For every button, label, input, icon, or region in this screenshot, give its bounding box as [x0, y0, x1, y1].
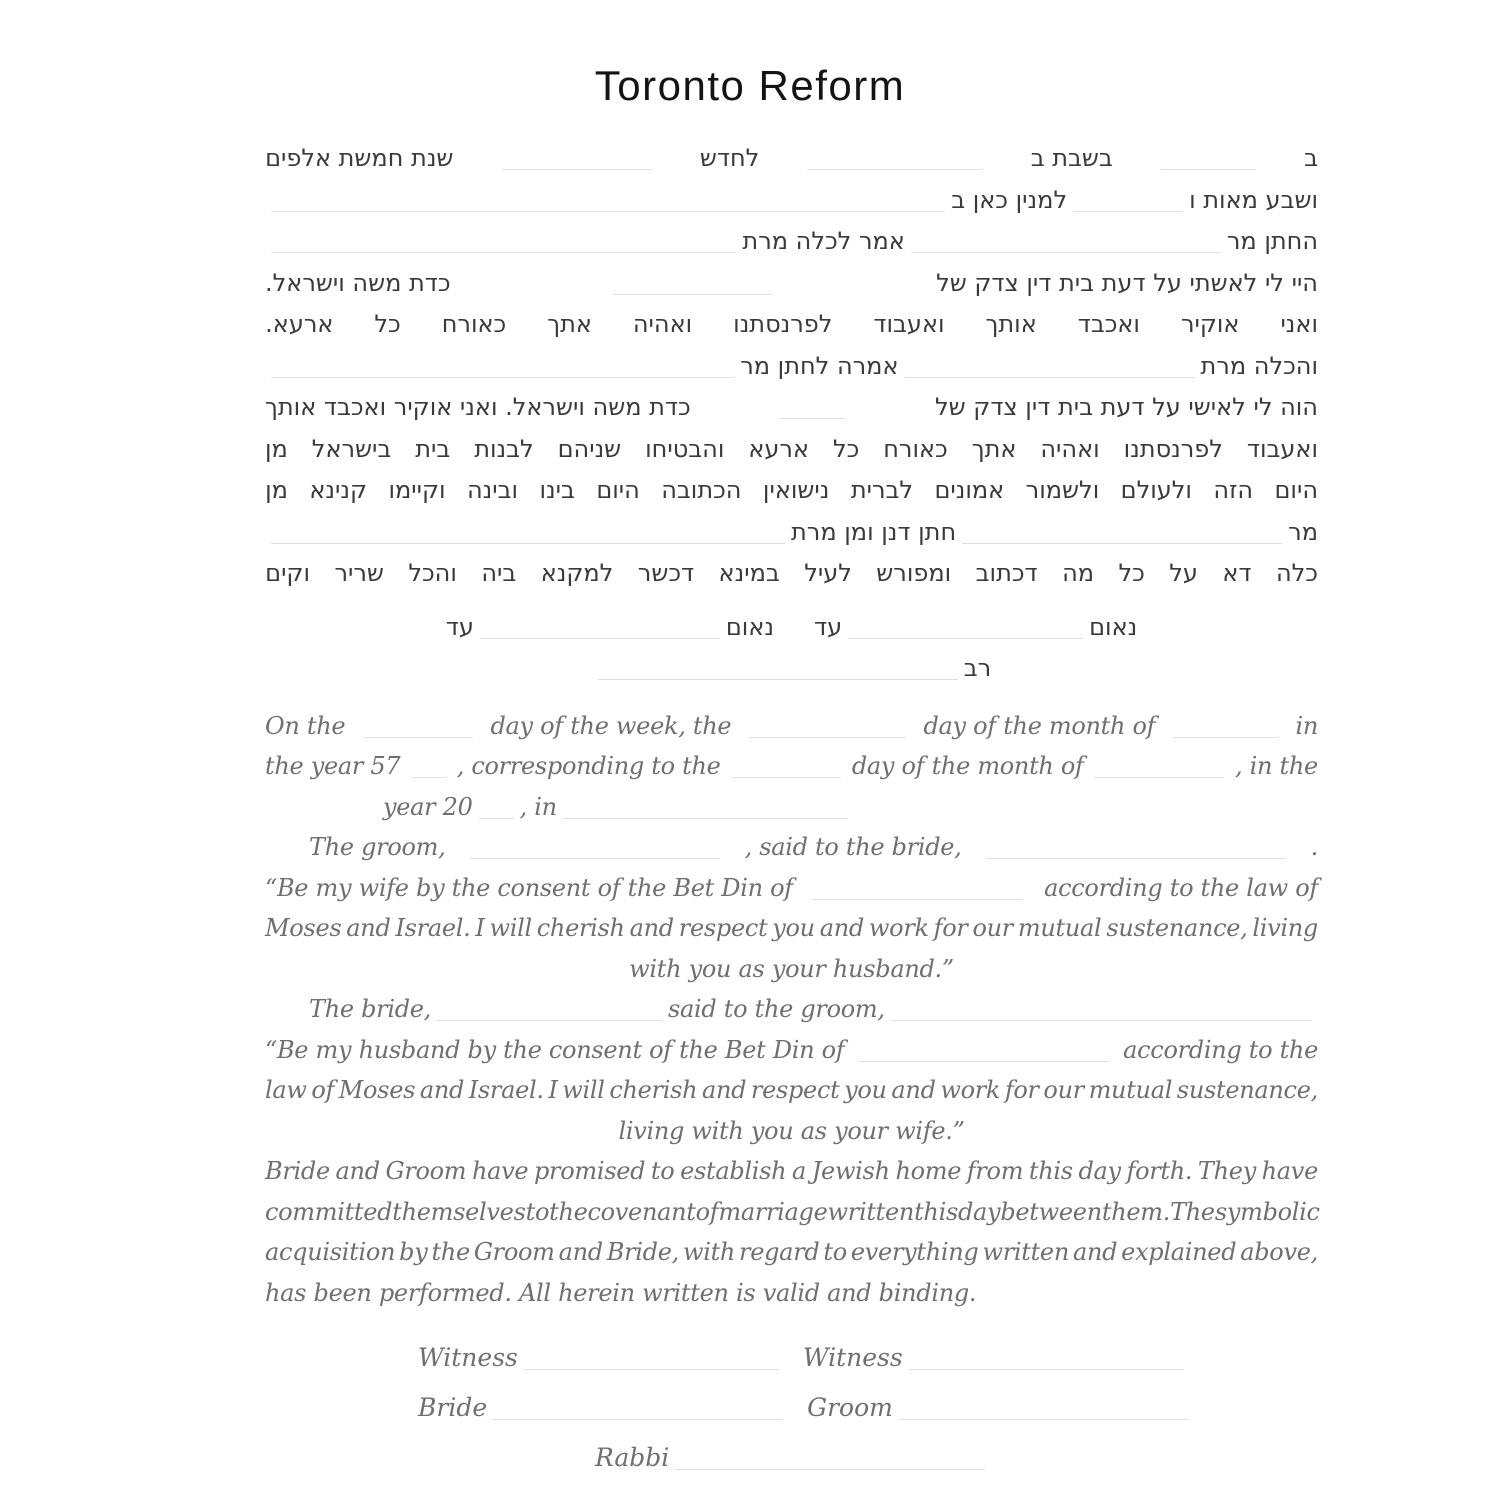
text-run: sustenance, [1106, 914, 1248, 942]
fill-in-blank [598, 679, 958, 680]
text-run: have [471, 1157, 529, 1185]
text-run: acquisition [265, 1238, 396, 1266]
text-run: to [823, 1238, 847, 1266]
text-run: Bride, [606, 1238, 679, 1266]
text-run: Groom [473, 1238, 555, 1266]
text-run: day of the month of [923, 711, 1156, 740]
text-run: and [1072, 1238, 1118, 1266]
text-run: by [399, 1238, 428, 1266]
text-run: cherish [609, 1076, 698, 1104]
text-run: Groom [385, 1157, 467, 1185]
fill-in-blank [524, 1369, 779, 1370]
text-run: והכלה מרת [1200, 351, 1318, 380]
fill-in-blank [613, 294, 773, 295]
text-run: day of the week, the [490, 711, 732, 740]
text-run: and [629, 914, 674, 942]
fill-in-blank [1094, 777, 1224, 778]
text-run: ואהיה [632, 310, 693, 338]
text-run: , said to the bride, [744, 833, 962, 861]
text-run: and [558, 1238, 603, 1266]
sig-witness-row [265, 1343, 1318, 1393]
text-run: promised [533, 1157, 646, 1185]
text-run: ב [1304, 144, 1318, 172]
eng-bride-line [265, 995, 1318, 1036]
text-run: sustenance, [1176, 1076, 1318, 1104]
text-run: מר [1288, 517, 1318, 546]
heb-groom-line [265, 227, 1318, 269]
text-run: and [701, 1076, 747, 1104]
fill-in-blank [905, 377, 1195, 378]
fill-in-blank [986, 858, 1286, 859]
fill-in-blank [1073, 211, 1183, 212]
document-title: Toronto Reform [594, 62, 906, 109]
text-run: למקנא [540, 559, 614, 587]
text-run: ומפורש [876, 559, 952, 587]
text-run: the [431, 1238, 470, 1266]
fill-in-blank [1161, 169, 1256, 170]
heb-covenant-line [265, 476, 1318, 518]
text-run: נאום [1089, 612, 1138, 641]
fill-in-blank [909, 1369, 1184, 1370]
text-run: כדת משה וישראל. [265, 268, 451, 297]
text-run: this [1028, 1157, 1073, 1185]
text-run: ולשמור [1025, 476, 1100, 504]
heb-bride-vow-1 [265, 393, 1318, 435]
text-run: written [982, 1238, 1069, 1266]
text-run: symbolic [1214, 1197, 1320, 1226]
text-run: ולעולם [1120, 476, 1192, 504]
text-run: רב [963, 654, 992, 682]
text-run: עד [445, 612, 474, 641]
text-run: , in the [1234, 752, 1318, 780]
text-run: our [972, 914, 1013, 942]
text-run: אוקיר [1180, 310, 1240, 338]
text-run: Moses [338, 1076, 416, 1104]
fill-in-blank [749, 737, 906, 738]
text-run: will [562, 1076, 605, 1104]
text-run: בינו [539, 476, 575, 504]
text-run: אמר לכלה מרת [742, 227, 905, 255]
text-run: between [1000, 1197, 1102, 1226]
text-run: marriage [718, 1197, 828, 1226]
heb-date-line-1 [265, 144, 1318, 186]
text-run: מן [265, 476, 288, 504]
text-run: לברית [850, 476, 914, 504]
text-run: day of the month of [851, 752, 1084, 780]
text-run: I [548, 1076, 558, 1104]
text-run: אתך [547, 310, 592, 338]
text-run: forth. [1126, 1157, 1193, 1185]
text-run: במינא [718, 559, 780, 587]
fill-in-blank [411, 777, 446, 778]
text-run: living [1252, 914, 1318, 942]
eng-groom-vow-2 [265, 914, 1318, 955]
spacer [785, 1365, 803, 1366]
text-run: לבנות [474, 434, 534, 463]
text-run: בית [415, 434, 451, 463]
text-run: and [335, 1157, 380, 1185]
text-run: year 20 [383, 792, 473, 821]
text-run: ביה [481, 559, 517, 587]
text-run: כאורח [883, 434, 948, 463]
text-run: and [819, 914, 864, 942]
text-run: כל [1118, 559, 1145, 587]
fill-in-blank [859, 1061, 1109, 1062]
text-run: לפרנסתנו [733, 310, 833, 338]
heb-rabbi-line [265, 654, 1318, 696]
text-run: היום [1274, 476, 1318, 504]
fill-in-blank [271, 377, 734, 378]
fill-in-blank [962, 543, 1282, 544]
eng-covenant-3 [265, 1238, 1318, 1279]
text-run: “Be my wife by the consent of the Bet Din of [265, 873, 793, 902]
text-run: Rabbi [595, 1443, 670, 1472]
text-run: cherish [536, 914, 625, 942]
heb-groom-vow-1 [265, 269, 1318, 311]
text-run: החתן מר [1226, 227, 1318, 255]
text-run: and [346, 914, 391, 942]
text-run: “Be my husband by the consent of the Bet Din of [265, 1035, 845, 1064]
fill-in-blank [813, 899, 1023, 900]
text-run: , in [519, 792, 557, 821]
text-run: covenant [587, 1197, 696, 1226]
text-run: לעיל [804, 559, 852, 587]
text-run: day [957, 1197, 1001, 1226]
eng-groom-line [265, 833, 1318, 874]
text-run: הכתובה [661, 476, 742, 504]
hebrew-witness-rabbi-section [265, 613, 1318, 696]
heb-date-line-2 [265, 186, 1318, 228]
text-run: law [265, 1076, 307, 1104]
text-run: Bride [265, 1157, 330, 1185]
text-run: Moses [265, 914, 342, 942]
text-run: ושבע מאות ו [1189, 185, 1318, 214]
text-run: said to the groom, [668, 995, 885, 1023]
text-run: respect [678, 914, 768, 942]
text-run: our [1043, 1076, 1084, 1104]
eng-date-line-3 [265, 793, 1318, 834]
text-run: נישואין [762, 476, 830, 504]
text-run: ארעא. [265, 310, 334, 338]
fill-in-blank [470, 858, 720, 859]
heb-bride-vow-2 [265, 435, 1318, 477]
text-run: written [827, 1197, 915, 1226]
sig-bride-groom-row [265, 1393, 1318, 1443]
text-run: ואהיה [1040, 434, 1100, 463]
english-text-section [265, 712, 1318, 1320]
text-run: with you as your husband.” [629, 954, 954, 983]
text-run: שריר [334, 559, 384, 587]
text-run: מן [265, 434, 288, 463]
fill-in-blank [731, 777, 841, 778]
text-run: On the [265, 711, 346, 740]
text-run: ואני [1280, 310, 1318, 338]
text-run: establish [680, 1157, 787, 1185]
text-run: respect [750, 1076, 840, 1104]
fill-in-blank [899, 1419, 1189, 1420]
text-run: Groom [807, 1393, 893, 1422]
text-run: them. [1101, 1197, 1171, 1226]
text-run: לחדש [699, 144, 760, 172]
heb-closing-line [265, 559, 1318, 601]
text-run: home [895, 1157, 962, 1185]
text-run: work [940, 1076, 1001, 1104]
text-run: כל [832, 434, 860, 463]
eng-date-line-1 [265, 712, 1318, 753]
text-run: in [1295, 711, 1318, 740]
fill-in-blank [271, 543, 785, 544]
text-run: mutual [1088, 1076, 1173, 1104]
fill-in-blank [780, 418, 845, 419]
heb-witnesses-line [265, 613, 1318, 655]
text-run: אתך [971, 434, 1017, 463]
text-run: ארעא [748, 434, 809, 463]
fill-in-blank [437, 1020, 662, 1021]
text-run: living with you as your wife.” [618, 1116, 965, 1145]
text-run: you [772, 914, 815, 942]
heb-bride-line [265, 352, 1318, 394]
text-run: Israel. [468, 1076, 544, 1104]
text-run: committed [265, 1197, 393, 1226]
text-run: והכל [408, 559, 457, 587]
eng-date-line-2 [265, 752, 1318, 793]
text-run: you [844, 1076, 887, 1104]
text-run: כל [374, 310, 401, 338]
spacer [774, 634, 814, 635]
fill-in-blank [271, 211, 945, 212]
eng-bride-vow-2 [265, 1076, 1318, 1117]
fill-in-blank [480, 638, 720, 639]
hebrew-text-section [265, 144, 1318, 601]
text-run: אותך [985, 310, 1037, 338]
text-run: the [549, 1197, 588, 1226]
text-run: וקיימו [388, 476, 446, 504]
eng-groom-vow-3 [265, 955, 1318, 996]
text-run: הזה [1213, 476, 1254, 504]
text-run: ואעבוד [1246, 434, 1318, 463]
text-run: היום [596, 476, 640, 504]
spacer [789, 1415, 807, 1416]
text-run: The groom, [309, 833, 446, 861]
fill-in-blank [1173, 737, 1278, 738]
text-run: Witness [418, 1343, 518, 1372]
sig-rabbi-row [265, 1443, 1318, 1493]
text-run: will [489, 914, 532, 942]
text-run: mutual [1017, 914, 1102, 942]
text-run: with [682, 1238, 736, 1266]
text-run: דכתוב [975, 559, 1038, 587]
text-run: דכשר [637, 559, 695, 587]
text-run: from [966, 1157, 1024, 1185]
text-run: בישראל [311, 434, 392, 463]
text-run: this [914, 1197, 958, 1226]
text-run: דא [1222, 559, 1252, 587]
text-run: The [1170, 1197, 1215, 1226]
text-run: work [868, 914, 929, 942]
text-run: They [1197, 1157, 1256, 1185]
text-run: אמונים [934, 476, 1005, 504]
fill-in-blank [479, 818, 514, 819]
text-run: for [1004, 1076, 1039, 1104]
text-run: וקים [265, 559, 310, 587]
text-run: כאורח [441, 310, 507, 338]
text-run: למנין כאן ב [951, 185, 1068, 214]
text-run: עד [814, 612, 843, 641]
fill-in-blank [848, 638, 1083, 639]
text-run: The bride, [309, 995, 432, 1023]
fill-in-blank [363, 737, 473, 738]
fill-in-blank [675, 1469, 985, 1470]
text-run: Witness [802, 1343, 903, 1372]
eng-bride-vow-1 [265, 1036, 1318, 1077]
text-run: ואכבד [1077, 310, 1140, 338]
text-run: day [1078, 1157, 1121, 1185]
fill-in-blank [807, 169, 982, 170]
eng-covenant-2 [265, 1198, 1318, 1239]
text-run: על [1169, 559, 1198, 587]
eng-covenant-1 [265, 1157, 1318, 1198]
text-run: according to the [1123, 1035, 1318, 1064]
text-run: has been performed. All herein written is valid and binding. [265, 1278, 977, 1307]
text-run: to [650, 1157, 675, 1185]
text-run: the year 57 [265, 752, 401, 780]
text-run: and [419, 1076, 465, 1104]
text-run: נאום [725, 612, 774, 641]
text-run: Bride [418, 1393, 488, 1422]
fill-in-blank [891, 1020, 1312, 1021]
text-run: explained [1121, 1238, 1237, 1266]
fill-in-blank [271, 252, 736, 253]
fill-in-blank [493, 1419, 783, 1420]
text-run: regard [739, 1238, 820, 1266]
heb-kinyan-line [265, 518, 1318, 560]
text-run: חתן דנן ומן מרת [791, 517, 957, 546]
text-run: have [1261, 1157, 1318, 1185]
text-run: אמרה לחתן מר [740, 351, 899, 380]
document-body [0, 144, 1500, 1493]
text-run: והבטיחו [645, 434, 725, 463]
text-run: of [311, 1076, 335, 1104]
text-run: שניהם [557, 434, 622, 463]
text-run: לפרנסתנו [1123, 434, 1223, 463]
text-run: themselves [392, 1197, 526, 1226]
text-run: everything [850, 1238, 979, 1266]
text-run: מה [1062, 559, 1095, 587]
signature-section [265, 1343, 1318, 1493]
text-run: ואעבוד [873, 310, 945, 338]
text-run: Jewish [811, 1157, 890, 1185]
text-run: . [1310, 833, 1318, 861]
fill-in-blank [502, 169, 652, 170]
text-run: קנינא [309, 476, 368, 504]
eng-bride-vow-3 [265, 1117, 1318, 1158]
text-run: , corresponding to the [456, 752, 721, 780]
text-run: for [933, 914, 968, 942]
eng-covenant-4 [265, 1279, 1318, 1320]
text-run: above, [1240, 1238, 1318, 1266]
text-run: Israel. [395, 914, 471, 942]
text-run: a [792, 1157, 807, 1185]
text-run: to [525, 1197, 550, 1226]
text-run: I [475, 914, 485, 942]
text-run: שנת חמשת אלפים [265, 144, 454, 172]
text-run: בשבת ב [1030, 144, 1113, 172]
text-run: of [695, 1197, 719, 1226]
fill-in-blank [563, 818, 848, 819]
text-run: according to the law of [1044, 873, 1318, 902]
text-run: and [891, 1076, 936, 1104]
text-run: הוה לי לאישי על דעת בית דין צדק של [935, 393, 1318, 421]
text-run: ובינה [467, 476, 519, 504]
text-run: היי לי לאשתי על דעת בית דין צדק של [936, 268, 1318, 297]
text-run: כדת משה וישראל. ואני אוקיר ואכבד אותך [265, 393, 691, 421]
fill-in-blank [911, 252, 1221, 253]
heb-groom-vow-2 [265, 310, 1318, 352]
eng-groom-vow-1 [265, 874, 1318, 915]
text-run: כלה [1275, 559, 1318, 587]
